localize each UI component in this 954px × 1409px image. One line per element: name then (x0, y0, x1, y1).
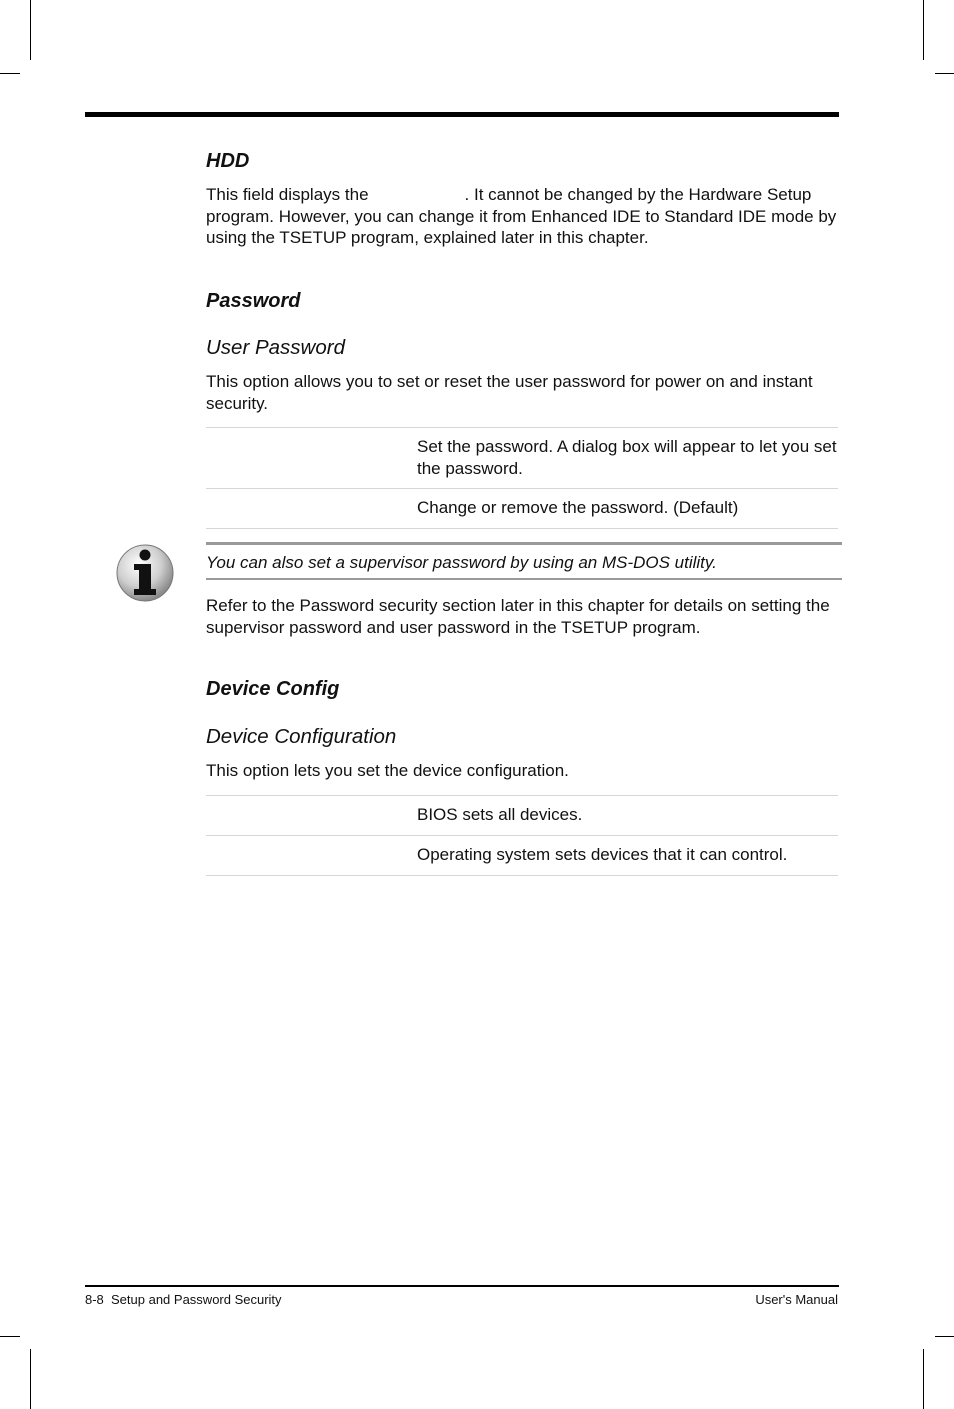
device-intro: This option lets you set the device configuration. (206, 761, 569, 780)
hdd-text-after: . It cannot be changed by the Hardware Setup program. However, you can change it from Enhanced IDE to Standard IDE mode by using the TSETUP program, explained later in this chapter. (206, 185, 837, 247)
password-intro: This option allows you to set or reset the user password for power on and instant security. (206, 372, 813, 413)
hdd-text-before: This field displays the (206, 185, 369, 204)
device-config-heading: Device Config (206, 678, 340, 700)
option-description: Operating system sets devices that it can control. (417, 845, 788, 864)
hdd-description (206, 184, 840, 249)
option-description: BIOS sets all devices. (417, 805, 583, 824)
crop-mark (935, 73, 954, 74)
crop-mark (923, 1349, 924, 1409)
password-options-table (206, 427, 838, 529)
user-password-subheading: User Password (206, 336, 345, 359)
crop-mark (30, 0, 31, 60)
header-rule (85, 112, 839, 117)
footer-manual: User's Manual (755, 1292, 838, 1307)
note-box (206, 542, 842, 580)
crop-mark (923, 0, 924, 60)
option-description: Change or remove the password. (Default) (417, 498, 739, 517)
table-row (206, 489, 838, 529)
table-row (206, 428, 838, 489)
footer-rule (85, 1285, 839, 1287)
crop-mark (0, 1336, 20, 1337)
crop-mark (0, 73, 20, 74)
device-options-table (206, 795, 838, 876)
info-icon (115, 543, 175, 603)
table-row (206, 796, 838, 836)
device-configuration-subheading: Device Configuration (206, 725, 397, 748)
crop-mark (935, 1336, 954, 1337)
note-text: You can also set a supervisor password by using an MS-DOS utility. (206, 553, 717, 572)
password-heading: Password (206, 290, 301, 312)
password-refer: Refer to the Password security section later in this chapter for details on setting the supervisor password and user password in the TSETUP program. (206, 596, 830, 637)
hdd-heading: HDD (206, 150, 250, 172)
table-row (206, 836, 838, 876)
option-description: Set the password. A dialog box will appear to let you set the password. (417, 437, 837, 478)
crop-mark (30, 1349, 31, 1409)
footer-chapter: 8-8 Setup and Password Security (85, 1292, 282, 1307)
